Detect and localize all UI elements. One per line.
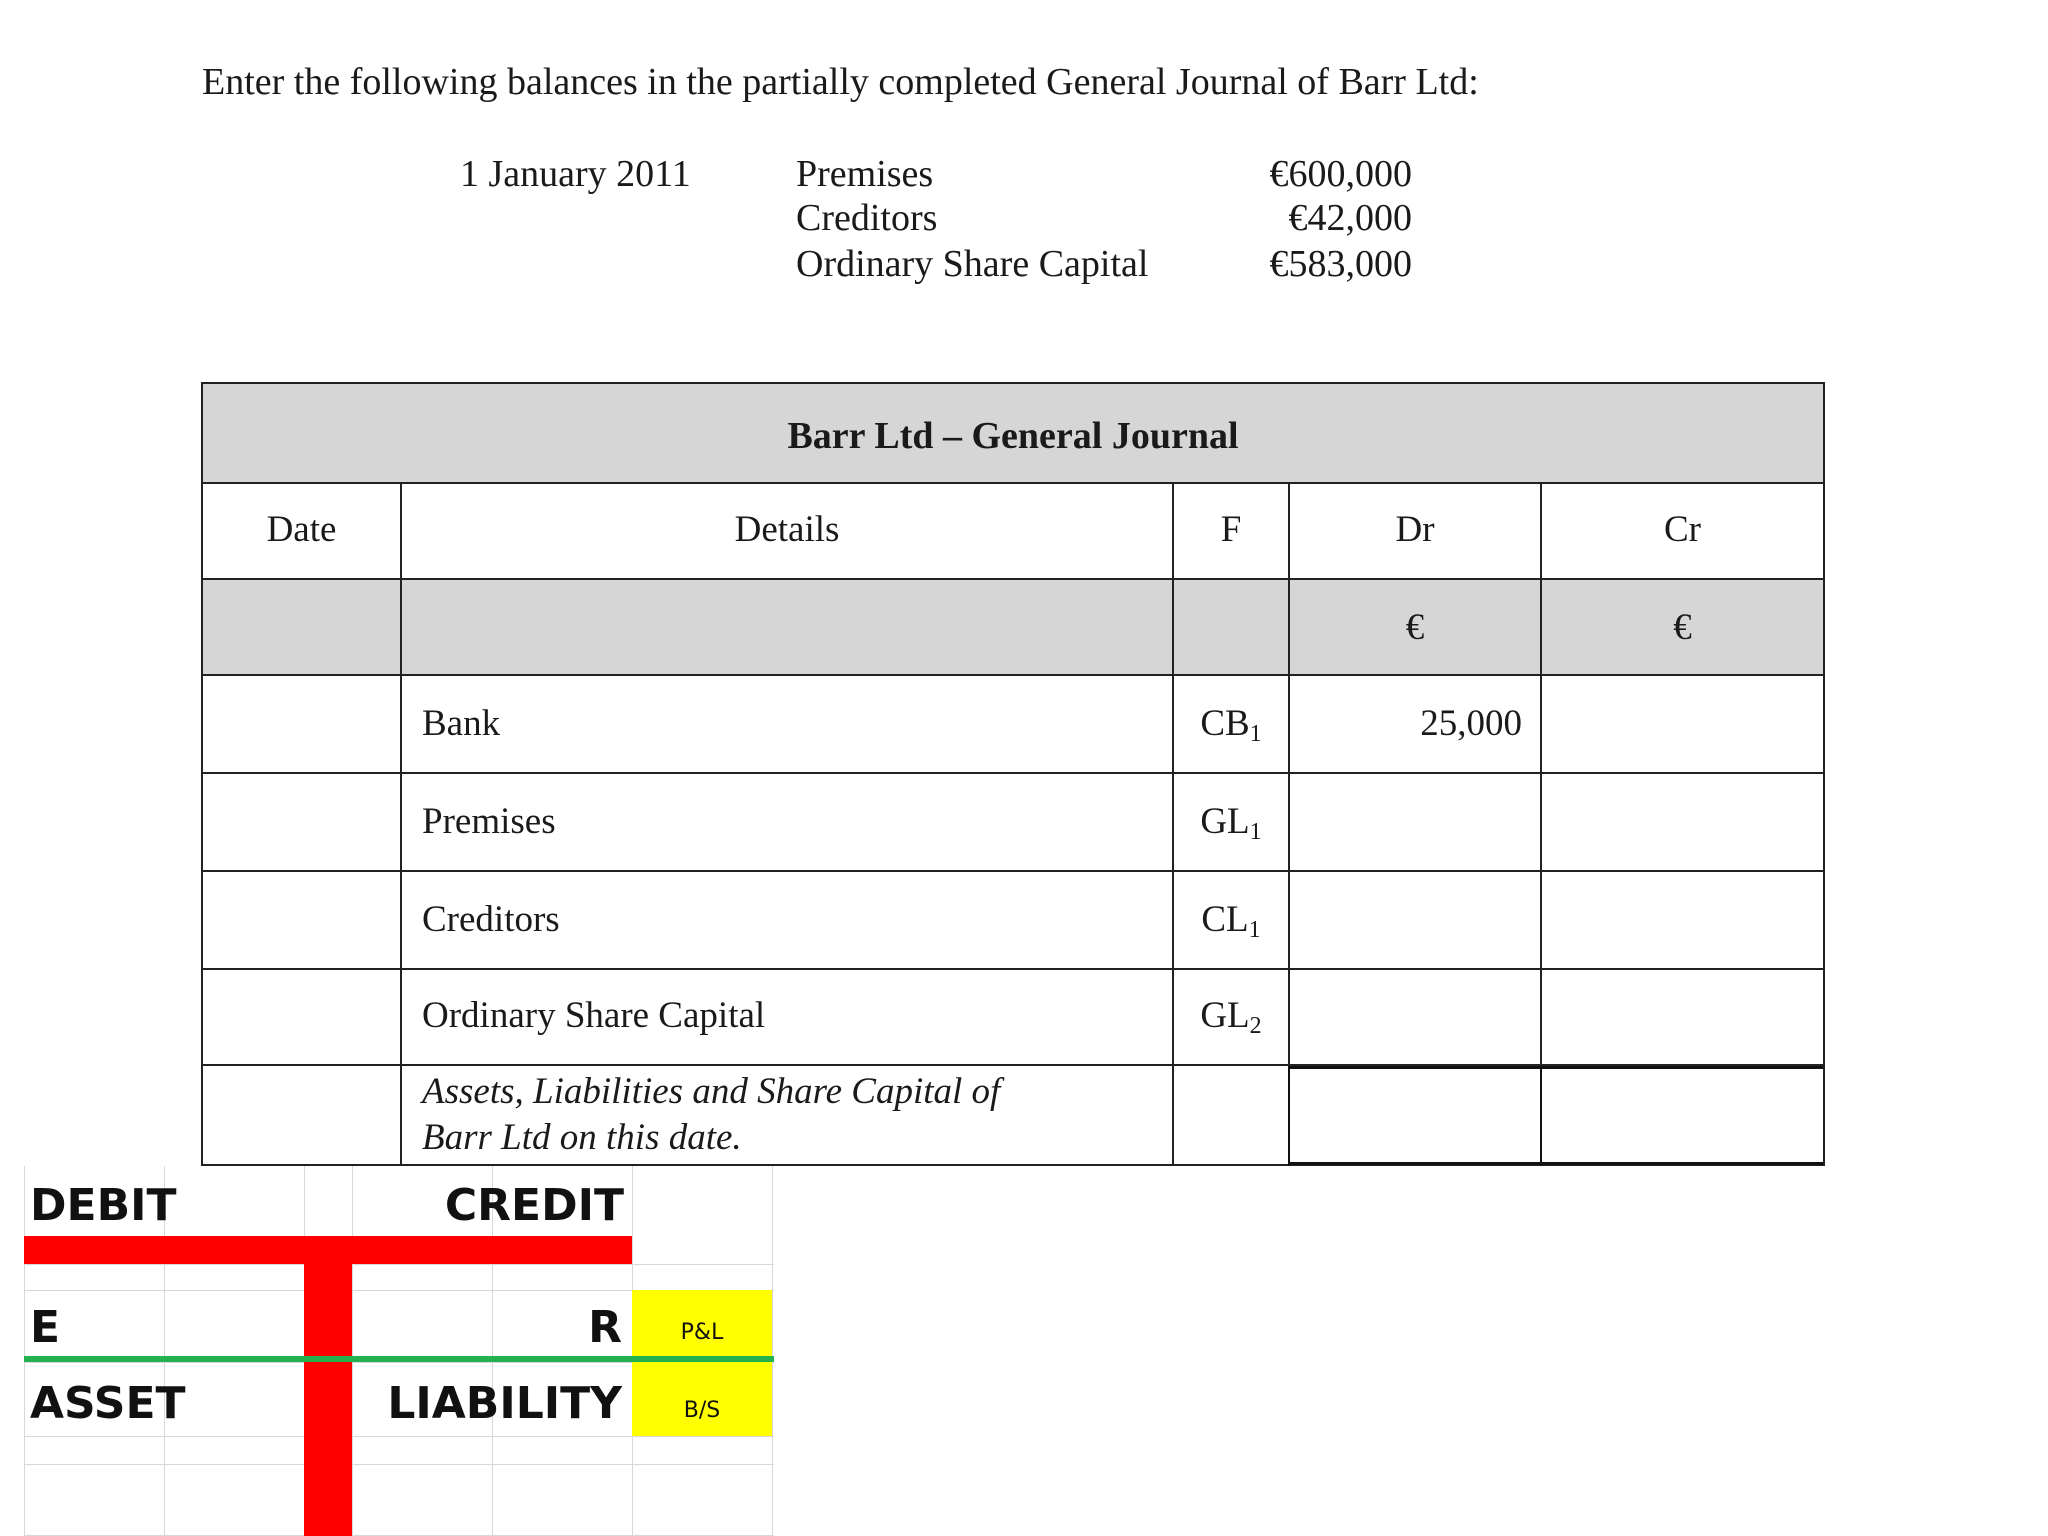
grid-line xyxy=(352,1166,353,1536)
row-premises-details: Premises xyxy=(422,801,556,842)
balance-amount-creditors: €42,000 xyxy=(1288,197,1412,239)
balance-name-premises: Premises xyxy=(796,153,934,195)
grid-line xyxy=(24,1436,774,1437)
grid-line xyxy=(772,1166,773,1536)
r-label: R xyxy=(588,1302,622,1353)
journal-title: Barr Ltd – General Journal xyxy=(787,415,1239,457)
column-divider xyxy=(1540,482,1542,1166)
general-journal-table xyxy=(201,382,1825,1166)
column-divider xyxy=(1288,482,1290,1166)
pl-label: P&L xyxy=(680,1320,724,1345)
grid-line xyxy=(24,1166,25,1536)
total-line-bottom xyxy=(1288,1162,1823,1165)
green-divider xyxy=(24,1356,774,1362)
grid-line xyxy=(24,1464,774,1465)
row-share-capital-folio: $GL_2$ xyxy=(1200,995,1262,1039)
row-creditors-details: Creditors xyxy=(422,899,560,940)
header-details: Details xyxy=(734,509,840,550)
total-box-mid xyxy=(1540,1069,1542,1166)
column-divider xyxy=(400,1066,402,1166)
balance-amount-premises: €600,000 xyxy=(1269,153,1412,195)
row-premises-folio: $GL_1$ xyxy=(1200,801,1262,845)
balance-amount-share-capital: €583,000 xyxy=(1269,243,1412,285)
journal-title-row xyxy=(203,384,1823,484)
liability-label: LIABILITY xyxy=(387,1378,622,1429)
narration-line-1: Assets, Liabilities and Share Capital of xyxy=(422,1071,1001,1112)
bs-label: B/S xyxy=(683,1398,721,1423)
total-box-left xyxy=(1288,1069,1290,1166)
balance-name-creditors: Creditors xyxy=(796,197,938,239)
grid-line xyxy=(24,1264,774,1265)
credit-label: CREDIT xyxy=(444,1180,624,1231)
column-divider xyxy=(400,482,402,1164)
row-creditors-folio: $CL_1$ xyxy=(1201,899,1261,943)
t-bar-vertical xyxy=(304,1264,352,1536)
t-account-chart xyxy=(24,1166,774,1536)
balance-name-share-capital: Ordinary Share Capital xyxy=(796,243,1149,285)
header-cr: Cr xyxy=(1664,509,1701,550)
t-bar-horizontal xyxy=(24,1236,632,1264)
debit-label: DEBIT xyxy=(30,1180,177,1231)
e-label: E xyxy=(30,1302,61,1353)
total-line-top xyxy=(1288,1066,1823,1069)
currency-cr: € xyxy=(1673,607,1692,648)
header-folio: F xyxy=(1220,509,1242,550)
asset-label: ASSET xyxy=(30,1378,186,1429)
header-dr: Dr xyxy=(1395,509,1435,550)
row-bank-folio: $CB_1$ xyxy=(1200,703,1262,747)
row-bank-dr: 25,000 xyxy=(1420,703,1522,744)
header-date: Date xyxy=(266,509,337,550)
narration-line-2: Barr Ltd on this date. xyxy=(422,1117,742,1158)
currency-dr: € xyxy=(1405,607,1425,648)
balance-date: 1 January 2011 xyxy=(460,153,691,195)
row-share-capital-details: Ordinary Share Capital xyxy=(422,995,766,1036)
row-bank-details: Bank xyxy=(422,703,501,744)
instruction-text: Enter the following balances in the partially completed General Journal of Barr Ltd: xyxy=(202,61,1479,103)
